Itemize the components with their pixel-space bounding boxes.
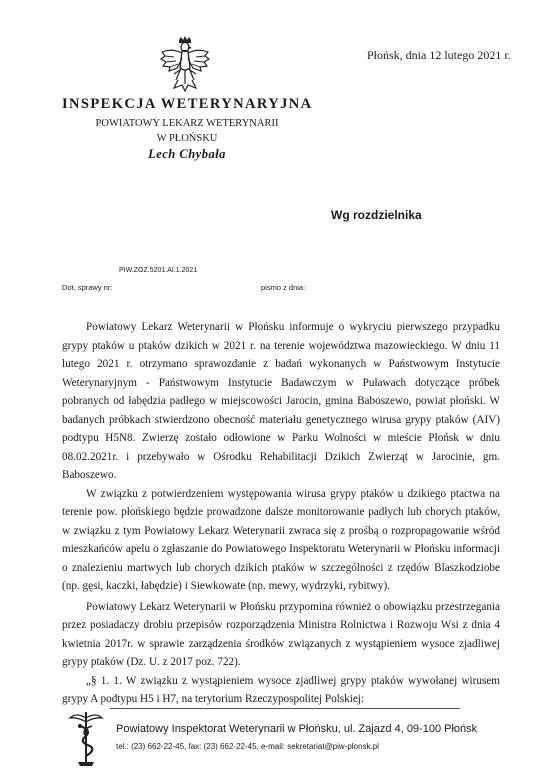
- footer-divider: [110, 708, 460, 709]
- footer-contact: tel.: (23) 662-22-45, fax: (23) 662-22-45, e-mail: sekretariat@piw-plonsk.pl: [116, 742, 379, 751]
- official-name: Lech Chybała: [148, 147, 226, 161]
- body-paragraph: W związku z potwierdzeniem występowania wirusa grypy ptaków u dzikiego ptactwa na terenie pow. płońskiego będzie prowadzone dalsze monitorowanie padłych lub chorych ptaków, w związku z tym Powiatowy Lekarz Weterynarii zwraca się z prośbą o rozpropagowanie wśród mieszkańców apelu o zgłaszanie do Powiatowego Inspektoratu Weterynarii w Płońsku informacji o znalezieniu martwych lub chorych dzikich ptaków w szczególności z rzędów Blaszkodziobe (np. gęsi, kaczki, łabędzie) i Siewkowate (np. mewy, wydrzyki, rybitwy).: [62, 487, 500, 592]
- case-number: PIW.ZOZ.5201.AI.1.2021: [119, 267, 198, 274]
- body-paragraph: Powiatowy Lekarz Weterynarii w Płońsku przypomina również o obowiązku przestrzegania przez posiadaczy drobiu przepisów rozporządzenia Ministra Rolnictwa i Rozwoju Wsi z dnia 4 kwietnia 2017r. w sprawie zarządzenia środków związanych z wystąpieniem wysoce zjadliwej grypy ptaków (Dz. U. z 2017 poz. 722).: [62, 600, 500, 668]
- organization-subtitle: POWIATOWY LEKARZ WETERYNARII: [95, 118, 279, 129]
- recipient: Wg rozdzielnika: [331, 208, 422, 222]
- letter-body: [62, 318, 500, 709]
- organization-city: W PŁOŃSKU: [156, 133, 218, 144]
- footer-address: Powiatowy Inspektorat Weterynarii w Płońsku, ul. Zajazd 4, 09-100 Płońsk: [116, 723, 478, 735]
- case-label: Dot. sprawy nr:: [62, 283, 113, 292]
- body-paragraph: „§ 1. 1. W związku z wystąpieniem wysoce zjadliwej grypy ptaków wywołanej wirusem grypy A podtypu H5 i H7, na terytorium Rzeczypospolitej Polskiej:: [62, 674, 500, 705]
- letter-date: Płońsk, dnia 12 lutego 2021 r.: [367, 48, 511, 62]
- veterinary-caduceus-logo-icon: [66, 708, 106, 770]
- letterhead: [62, 96, 312, 162]
- letter-date-label: pismo z dnia:: [261, 283, 306, 292]
- organization-title: INSPEKCJA WETERYNARYJNA: [62, 96, 313, 112]
- white-eagle-emblem-icon: [160, 36, 210, 92]
- body-paragraph: Powiatowy Lekarz Weterynarii w Płońsku informuje o wykryciu pierwszego przypadku grypy ptaków u ptaków dzikich w 2021 r. na terenie województwa mazowieckiego. W dniu 11 lutego 2021 r. otrzymano sprawozdanie z badań wykonanych w Państwowym Instytucie Weterynaryjnym - Państwowym Instytucie Badawczym w Puławach dotyczące próbek pobranych od łabędzia padłego w miejscowości Jarocin, gmina Baboszewo, powiat płoński. W badanych próbkach stwierdzono obecność materiału genetycznego wirusa grypy ptaków (AIV) podtypu H5N8. Zwierzę zostało odłowione w Parku Wolności w mieście Płońsk w dniu 08.02.2021r. i przebywało w Ośrodku Rehabilitacji Dzikich Zwierząt w Jarocinie, gm. Baboszewo.: [62, 321, 500, 481]
